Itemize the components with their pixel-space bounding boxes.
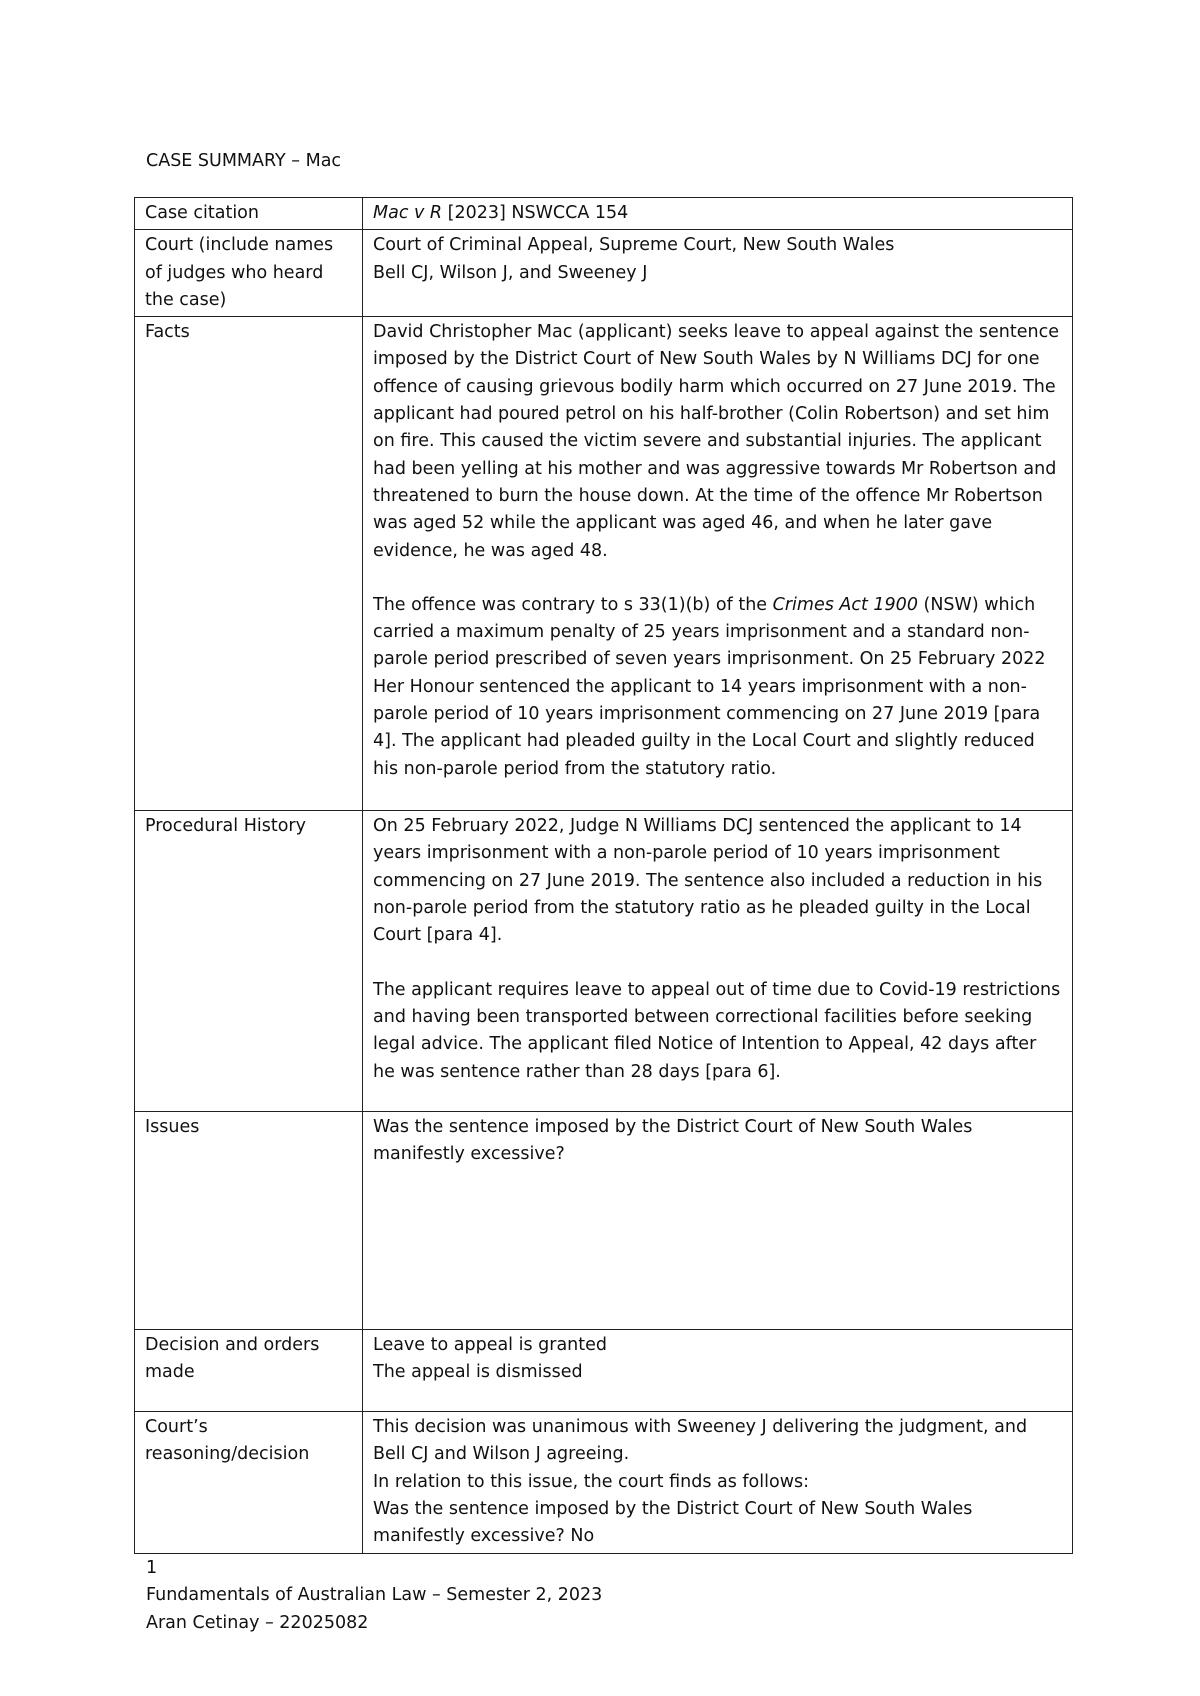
row-content xyxy=(363,317,1073,811)
row-label: Decision and orders made xyxy=(135,1330,363,1412)
row-label: Court (include names of judges who heard the case) xyxy=(135,230,363,317)
row-content xyxy=(363,230,1073,317)
case-summary-table xyxy=(134,197,1073,1554)
reasoning-paragraph: In relation to this issue, the court finds as follows: xyxy=(373,1471,810,1492)
facts-paragraph xyxy=(373,592,1062,783)
row-content xyxy=(363,1330,1073,1412)
table-row-facts xyxy=(135,317,1073,811)
row-label: Case citation xyxy=(135,198,363,230)
case-name: Mac v R xyxy=(373,203,443,223)
table-row-reasoning xyxy=(135,1412,1073,1553)
procedural-paragraph: On 25 February 2022, Judge N Williams DCJ sentenced the applicant to 14 years imprisonment with a non-parole period of 10 years imprisonment commencing on 27 June 2019. The sentence also included a reduction in his non-parole period from the statutory ratio as he pleaded guilty in the Local Court [para 4]. xyxy=(373,816,1043,946)
row-content xyxy=(363,1412,1073,1553)
page-footer xyxy=(146,1555,602,1637)
row-label: Procedural History xyxy=(135,811,363,1112)
court-name: Court of Criminal Appeal, Supreme Court, New South Wales xyxy=(373,235,895,256)
paragraph-gap xyxy=(373,565,1062,592)
reasoning-paragraph: Was the sentence imposed by the District Court of New South Wales manifestly excessive? No xyxy=(373,1499,973,1547)
table-row-decision xyxy=(135,1330,1073,1412)
table-row-issues xyxy=(135,1112,1073,1330)
paragraph-gap xyxy=(373,950,1062,977)
facts-paragraph: David Christopher Mac (applicant) seeks leave to appeal against the sentence imposed by the District Court of New South Wales by N Williams DCJ for one offence of causing grievous bodily harm which occurred on 27 June 2019. The applicant had poured petrol on his half-brother (Colin Robertson) and set him on fire. This caused the victim severe and substantial injuries. The applicant had been yelling at his mother and was aggressive towards Mr Robertson and threatened to burn the house down. At the time of the offence Mr Robertson was aged 52 while the applicant was aged 46, and when he later gave evidence, he was aged 48. xyxy=(373,322,1059,561)
facts-text: The offence was contrary to s 33(1)(b) of the xyxy=(373,594,773,615)
issue-text: Was the sentence imposed by the District Court of New South Wales manifestly excessive? xyxy=(373,1117,973,1165)
order-line: The appeal is dismissed xyxy=(373,1362,583,1383)
row-label: Court’s reasoning/decision xyxy=(135,1412,363,1553)
page-title: CASE SUMMARY – Mac xyxy=(146,151,342,171)
page-number: 1 xyxy=(146,1558,158,1578)
order-line: Leave to appeal is granted xyxy=(373,1335,608,1356)
table-row-citation xyxy=(135,198,1073,230)
act-name: Crimes Act 1900 xyxy=(772,594,918,615)
table-row-court xyxy=(135,230,1073,317)
row-label: Issues xyxy=(135,1112,363,1330)
facts-text: (NSW) which carried a maximum penalty of 25 years imprisonment and a standard non-parole period prescribed of seven years imprisonment. On 25 February 2022 Her Honour sentenced the applicant to 14 years imprisonment with a non-parole period of 10 years imprisonment commencing on 27 June 2019 [para 4]. The applicant had pleaded guilty in the Local Court and slightly reduced his non-parole period from the statutory ratio. xyxy=(373,594,1046,779)
citation-text: [2023] NSWCCA 154 xyxy=(442,203,629,223)
course-name: Fundamentals of Australian Law – Semester 2, 2023 xyxy=(146,1585,603,1606)
procedural-paragraph: The applicant requires leave to appeal out of time due to Covid-19 restrictions and having been transported between correctional facilities before seeking legal advice. The applicant filed Notice of Intention to Appeal, 42 days after he was sentence rather than 28 days [para 6]. xyxy=(373,979,1061,1082)
row-content xyxy=(363,811,1073,1112)
row-content xyxy=(363,1112,1073,1330)
reasoning-paragraph: This decision was unanimous with Sweeney J delivering the judgment, and Bell CJ and Wilson J agreeing. xyxy=(373,1417,1028,1465)
row-content xyxy=(363,198,1073,230)
table-row-procedural-history xyxy=(135,811,1073,1112)
judges: Bell CJ, Wilson J, and Sweeney J xyxy=(373,262,648,283)
author-line: Aran Cetinay – 22025082 xyxy=(146,1612,369,1633)
row-label: Facts xyxy=(135,317,363,811)
